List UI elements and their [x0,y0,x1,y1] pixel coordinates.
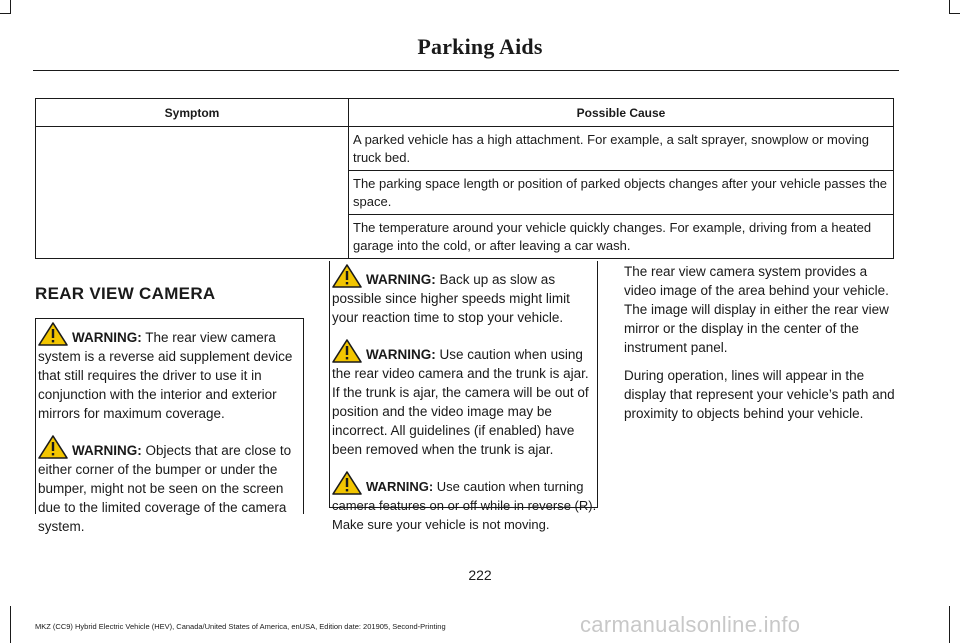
page-title: Parking Aids [417,34,543,59]
cause-cell: A parked vehicle has a high attachment. For example, a salt sprayer, snowplow or moving truck bed. [349,127,894,171]
warning-label: WARNING: [366,347,436,362]
warning-text: Objects that are close to either corner of the bumper or under the bumper, might not be seen on the screen due to the limited coverage of the camera system. [38,443,292,534]
title-divider [33,70,899,71]
crop-mark [10,606,11,643]
section-heading: REAR VIEW CAMERA [35,284,216,303]
warning-box [35,318,304,534]
warning-box [329,261,598,532]
warning-box-rule [35,318,304,319]
warning-triangle-icon [332,471,362,495]
warning-paragraph [332,264,597,327]
body-text [624,262,898,432]
body-paragraph: The rear view camera system provides a video image of the area behind your vehicle. The image will display in either the rear view mirror or the display in the center of the instrument panel. [624,264,889,355]
cause-cell: The temperature around your vehicle quickly changes. For example, driving from a heated garage into the cold, or after leaving a car wash. [349,215,894,259]
warning-label: WARNING: [366,479,434,494]
crop-mark [949,0,950,14]
body-paragraph: During operation, lines will appear in the display that represent your vehicle’s path and proximity to objects behind your vehicle. [624,368,895,421]
column-header-possible-cause: Possible Cause [349,99,894,127]
table-row [36,127,894,171]
warning-triangle-icon [38,322,68,346]
warning-paragraph [38,435,303,536]
warning-triangle-icon [332,264,362,288]
symptom-cell [36,127,349,259]
column-header-symptom: Symptom [36,99,349,127]
warning-text: Use caution when using the rear video camera and the trunk is ajar. If the trunk is ajar, the camera will be out of position and the video image may be incorrect. All guidelines (if enabled) have been removed when the trunk is ajar. [332,347,589,457]
crop-mark [950,13,960,14]
warning-text: Back up as slow as possible since higher speeds might limit your reaction time to stop your vehicle. [332,272,570,325]
warning-triangle-icon [332,339,362,363]
crop-mark [0,13,10,14]
warning-paragraph [38,322,303,423]
warning-text: The rear view camera system is a reverse aid supplement device that still requires the driver to use it in conjunction with the interior and exterior mirrors for maximum coverage. [38,330,293,421]
warning-triangle-icon [38,435,68,459]
warning-label: WARNING: [72,443,142,458]
symptom-cause-table [35,98,894,259]
crop-mark [10,0,11,14]
warning-text: Use caution when turning camera features on or off while in reverse (R). Make sure your vehicle is not moving. [332,479,597,532]
warning-paragraph [332,471,597,534]
table-header-row [36,99,894,127]
crop-mark [949,606,950,643]
page-number: 222 [468,567,492,583]
warning-paragraph [332,339,597,459]
warning-label: WARNING: [72,330,142,345]
watermark: carmanualsonline.info [580,612,801,637]
edition-footer: MKZ (CC9) Hybrid Electric Vehicle (HEV), Canada/United States of America, enUSA, Edition date: 201905, Second-Printing [35,622,446,631]
warning-label: WARNING: [366,272,436,287]
cause-cell: The parking space length or position of parked objects changes after your vehicle passes the space. [349,171,894,215]
